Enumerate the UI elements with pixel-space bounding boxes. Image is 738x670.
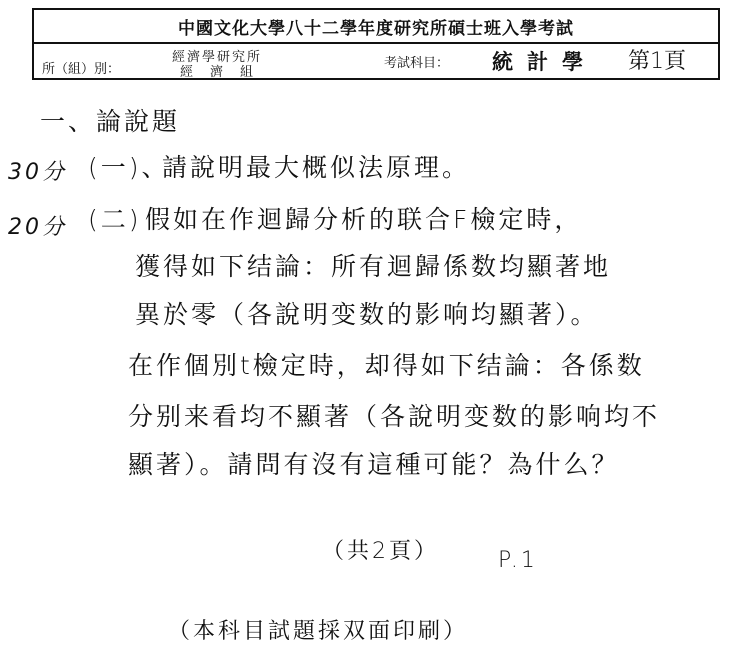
page-number: P.1: [498, 548, 538, 573]
exam-title: 中國文化大學八十二學年度研究所碩士班入學考試: [178, 19, 574, 39]
department-group: 經 濟 組: [180, 65, 256, 80]
question-2-line-1: 假如在作迴歸分析的联合F檢定時，: [145, 205, 583, 234]
department-label: 所（組）別：: [42, 62, 121, 77]
question-2-line-5: 分别来看均不顯著（各說明变数的影响均不: [128, 402, 661, 431]
question-2-line-4: 在作個別t檢定時，却得如下结論：各係数: [128, 351, 645, 380]
subject-name: 統計學: [492, 49, 597, 74]
question-1-line-1: 請說明最大概似法原理。: [162, 153, 471, 182]
question-1-score: 30分: [8, 160, 67, 185]
department-name: 經濟學研究所: [172, 50, 263, 65]
question-1-number: (一)、: [88, 153, 170, 182]
section-title: 一、論說題: [40, 107, 181, 136]
subject-label: 考試科目：: [384, 56, 450, 71]
question-2-score: 20分: [8, 215, 67, 240]
header-divider: [32, 42, 720, 44]
print-note: （本科目試題採双面印刷）: [168, 619, 469, 644]
question-2-line-2: 獲得如下结論：所有迴歸係数均顯著地: [135, 252, 612, 281]
handwritten-page-note: 第1頁: [628, 49, 686, 74]
question-2-line-3: 異於零（各說明变数的影响均顯著）。: [135, 300, 599, 329]
question-2-number: (二): [88, 205, 142, 234]
total-pages-note: （共2頁）: [322, 539, 439, 564]
question-2-line-6: 顯著）。請問有沒有這種可能？為什么？: [128, 450, 620, 479]
